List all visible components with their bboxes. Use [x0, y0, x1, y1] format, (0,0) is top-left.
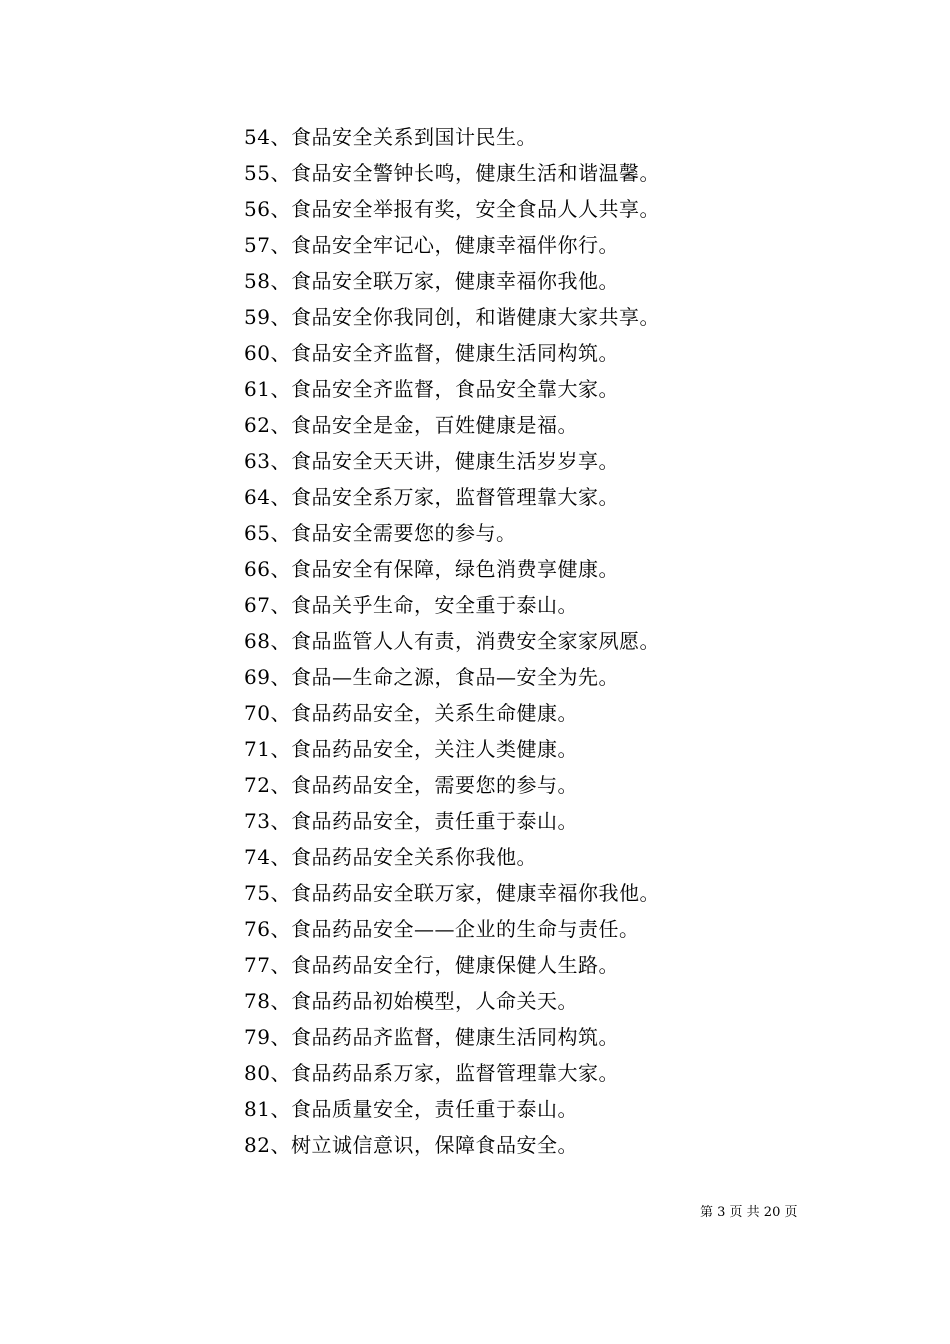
list-item: 76、食品药品安全——企业的生命与责任。 [244, 917, 640, 941]
list-item: 68、食品监管人人有责，消费安全家家夙愿。 [244, 629, 660, 653]
list-item: 72、食品药品安全，需要您的参与。 [244, 773, 578, 797]
list-item: 63、食品安全天天讲，健康生活岁岁享。 [244, 449, 619, 473]
list-item: 80、食品药品系万家，监督管理靠大家。 [244, 1061, 619, 1085]
list-item: 73、食品药品安全，责任重于泰山。 [244, 809, 578, 833]
list-item: 70、食品药品安全，关系生命健康。 [244, 701, 578, 725]
list-item: 57、食品安全牢记心，健康幸福伴你行。 [244, 233, 619, 257]
list-item: 77、食品药品安全行，健康保健人生路。 [244, 953, 619, 977]
list-item: 59、食品安全你我同创，和谐健康大家共享。 [244, 305, 660, 329]
list-item: 62、食品安全是金，百姓健康是福。 [244, 413, 578, 437]
list-item: 58、食品安全联万家，健康幸福你我他。 [244, 269, 619, 293]
list-item: 60、食品安全齐监督，健康生活同构筑。 [244, 341, 619, 365]
list-item: 75、食品药品安全联万家，健康幸福你我他。 [244, 881, 660, 905]
list-item: 56、食品安全举报有奖，安全食品人人共享。 [244, 197, 660, 221]
list-item: 55、食品安全警钟长鸣，健康生活和谐温馨。 [244, 161, 660, 185]
list-item: 79、食品药品齐监督，健康生活同构筑。 [244, 1025, 619, 1049]
list-item: 82、树立诚信意识，保障食品安全。 [244, 1133, 578, 1157]
list-item: 74、食品药品安全关系你我他。 [244, 845, 537, 869]
list-item: 69、食品—生命之源，食品—安全为先。 [244, 665, 619, 689]
list-item: 78、食品药品初始模型，人命关天。 [244, 989, 578, 1013]
list-item: 64、食品安全系万家，监督管理靠大家。 [244, 485, 619, 509]
list-item: 66、食品安全有保障，绿色消费享健康。 [244, 557, 619, 581]
slogan-list [244, 119, 764, 1163]
list-item: 54、食品安全关系到国计民生。 [244, 125, 537, 149]
page-number-footer: 第 3 页 共 20 页 [700, 1205, 798, 1220]
list-item: 81、食品质量安全，责任重于泰山。 [244, 1097, 578, 1121]
list-item: 71、食品药品安全，关注人类健康。 [244, 737, 578, 761]
list-item: 65、食品安全需要您的参与。 [244, 521, 517, 545]
list-item: 61、食品安全齐监督，食品安全靠大家。 [244, 377, 619, 401]
list-item: 67、食品关乎生命，安全重于泰山。 [244, 593, 578, 617]
